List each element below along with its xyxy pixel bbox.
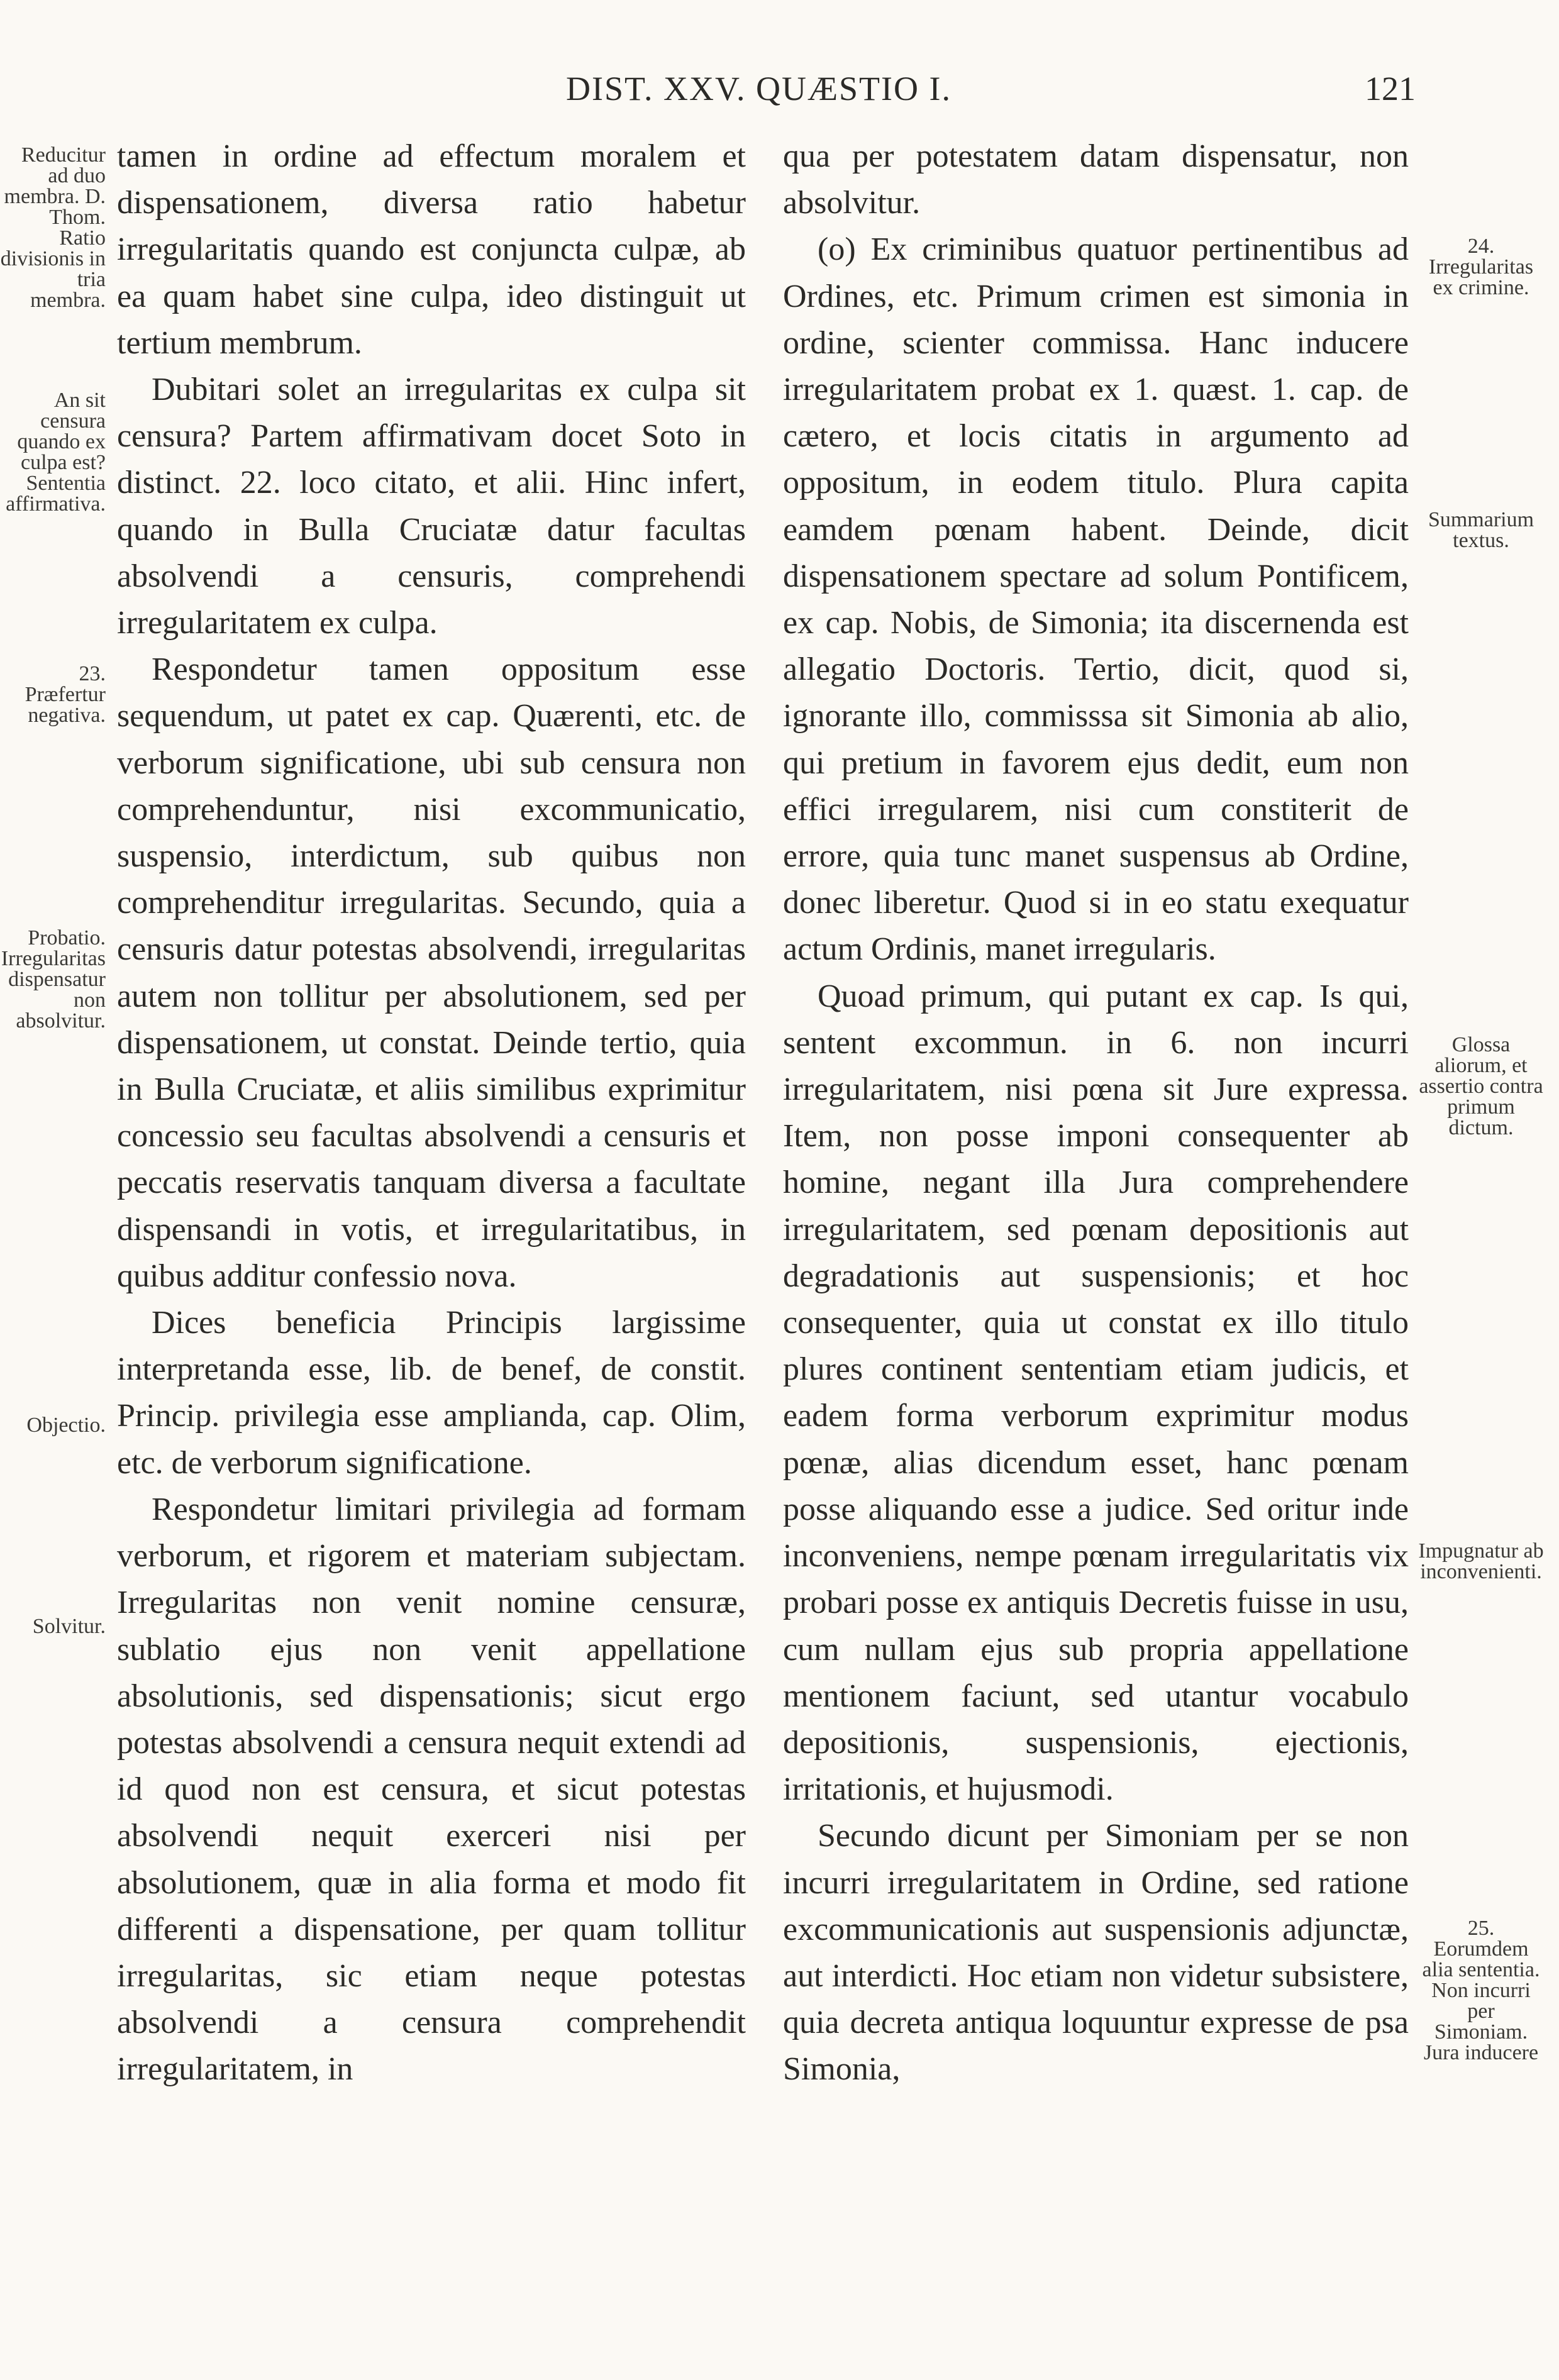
paragraph: (o) Ex criminibus quatuor pertinentibus ad Ordines, etc. Primum crimen est simonia in ordine, scienter commissa. Hanc inducere irregularitatem probat ex 1. quæst. 1. cap. de cætero, et locis citatis in argumento ad oppositum, in eodem titulo. Plura capita eamdem pœnam habent. Deinde, dicit dispensationem spectare ad solum Pontificem, ex cap. Nobis, de Simonia; ita discernenda est allegatio Doctoris. Tertio, dicit, quod si, ignorante illo, commisssa sit Simonia ab alio, qui pretium in favorem ejus dedit, eum non effici irregularem, nisi cum constiterit de errore, quia tunc manet suspensus ab Ordine, donec liberetur. Quod si in eo statu exequatur actum Ordinis, manet irregularis. xyxy=(783,231,1409,968)
margin-note: Glossa aliorum, et assertio contra primum dictum. xyxy=(1419,1033,1543,1139)
page-number: 121 xyxy=(1365,70,1416,108)
paragraph: qua per potestatem datam dispensatur, non absolvitur. xyxy=(783,138,1409,221)
right-column xyxy=(783,133,1409,2093)
margin-note: Solvitur. xyxy=(32,1615,106,1638)
running-header xyxy=(0,69,1559,119)
paragraph: Quoad primum, qui putant ex cap. Is qui, sentent excommun. in 6. non incurri irregularitatem, nisi pœna sit Jure expressa. Item, non posse imponi consequenter ab homine, negant illa Jura comprehendere irregularitatem, sed pœnam depositionis aut degradationis aut suspensionis; et hoc consequenter, quia ut constat ex illo titulo plures continent sententiam etiam judicis, et eadem forma verborum exprimitur modus pœnæ, alias dicendum esset, hanc pœnam posse aliquando esse a judice. Sed oritur inde inconveniens, nempe pœnam irregularitatis vix probari posse ex antiquis Decretis fuisse in usu, cum nullam ejus sub propria appellatione mentionem faciunt, sed utantur vocabulo depositionis, suspensionis, ejectionis, irritationis, et hujusmodi. xyxy=(783,978,1409,1808)
left-column xyxy=(117,133,746,2093)
paragraph: tamen in ordine ad effectum moralem et dispensationem, diversa ratio habetur irregularitatis quando est conjuncta culpæ, ab ea quam habet sine culpa, ideo distinguit ut tertium membrum. xyxy=(117,138,746,361)
margin-note: 23. Præfertur negativa. xyxy=(25,662,106,727)
paragraph: Secundo dicunt per Simoniam per se non incurri irregularitatem in Ordine, sed ratione excommunicationis aut suspensionis adjunctæ, aut interdicti. Hoc etiam non videtur subsistere, quia decreta antiqua loquuntur expresse de psa Simonia, xyxy=(783,1818,1409,2088)
margin-note: Probatio. Irregularitas dispensatur non absolvitur. xyxy=(1,926,106,1032)
margin-note: Impugnatur ab inconvenienti. xyxy=(1418,1539,1544,1583)
running-title: DIST. XXV. QUÆSTIO I. xyxy=(566,70,952,108)
margin-note: 25. Eorumdem alia sententia. Non incurri per Simoniam. Jura inducere xyxy=(1422,1917,1540,2064)
paragraph: Dices beneficia Principis largissime interpretanda esse, lib. de benef, de constit. Princip. privilegia esse amplianda, cap. Olim, etc. de verborum significatione. xyxy=(117,1305,746,1481)
paragraph: Respondetur limitari privilegia ad formam verborum, et rigorem et materiam subjectam. Irregularitas non venit nomine censuræ, sublatio ejus non venit appellatione absolutionis, sed dispensationis; sicut ergo potestas absolvendi a censura nequit extendi ad id quod non est censura, et sicut potestas absolvendi nequit exerceri nisi per absolutionem, quæ in alia forma et modo fit differenti a dispensatione, per quam tollitur irregularitas, sic etiam neque potestas absolvendi a censura comprehendit irregularitatem, in xyxy=(117,1491,746,2088)
margin-note: Summarium textus. xyxy=(1428,508,1534,552)
margin-note: Reducitur ad duo membra. D. Thom. Ratio divisionis in tria membra. xyxy=(0,143,106,312)
paragraph: Respondetur tamen oppositum esse sequendum, ut patet ex cap. Quærenti, etc. de verborum significatione, ubi sub censura non comprehenduntur, nisi excommunicatio, suspensio, interdictum, sub quibus non comprehenditur irregularitas. Secundo, quia a censuris datur potestas absolvendi, irregularitas autem non tollitur per absolutionem, sed per dispensationem, ut constat. Deinde tertio, quia in Bulla Cruciatæ, et aliis similibus exprimitur concessio seu facultas absolvendi a censuris et peccatis reservatis tanquam diversa a facultate dispensandi in votis, et irregularitatibus, in quibus additur confessio nova. xyxy=(117,651,746,1294)
margin-note: An sit censura quando ex culpa est? Sententia affirmativa. xyxy=(6,389,106,516)
margin-note: Objectio. xyxy=(26,1414,106,1437)
margin-note: 24. Irregularitas ex crimine. xyxy=(1428,235,1534,299)
paragraph: Dubitari solet an irregularitas ex culpa sit censura? Partem affirmativam docet Soto in distinct. 22. loco citato, et alii. Hinc infert, quando in Bulla Cruciatæ datur facultas absolvendi a censuris, comprehendi irregularitatem ex culpa. xyxy=(117,372,746,641)
